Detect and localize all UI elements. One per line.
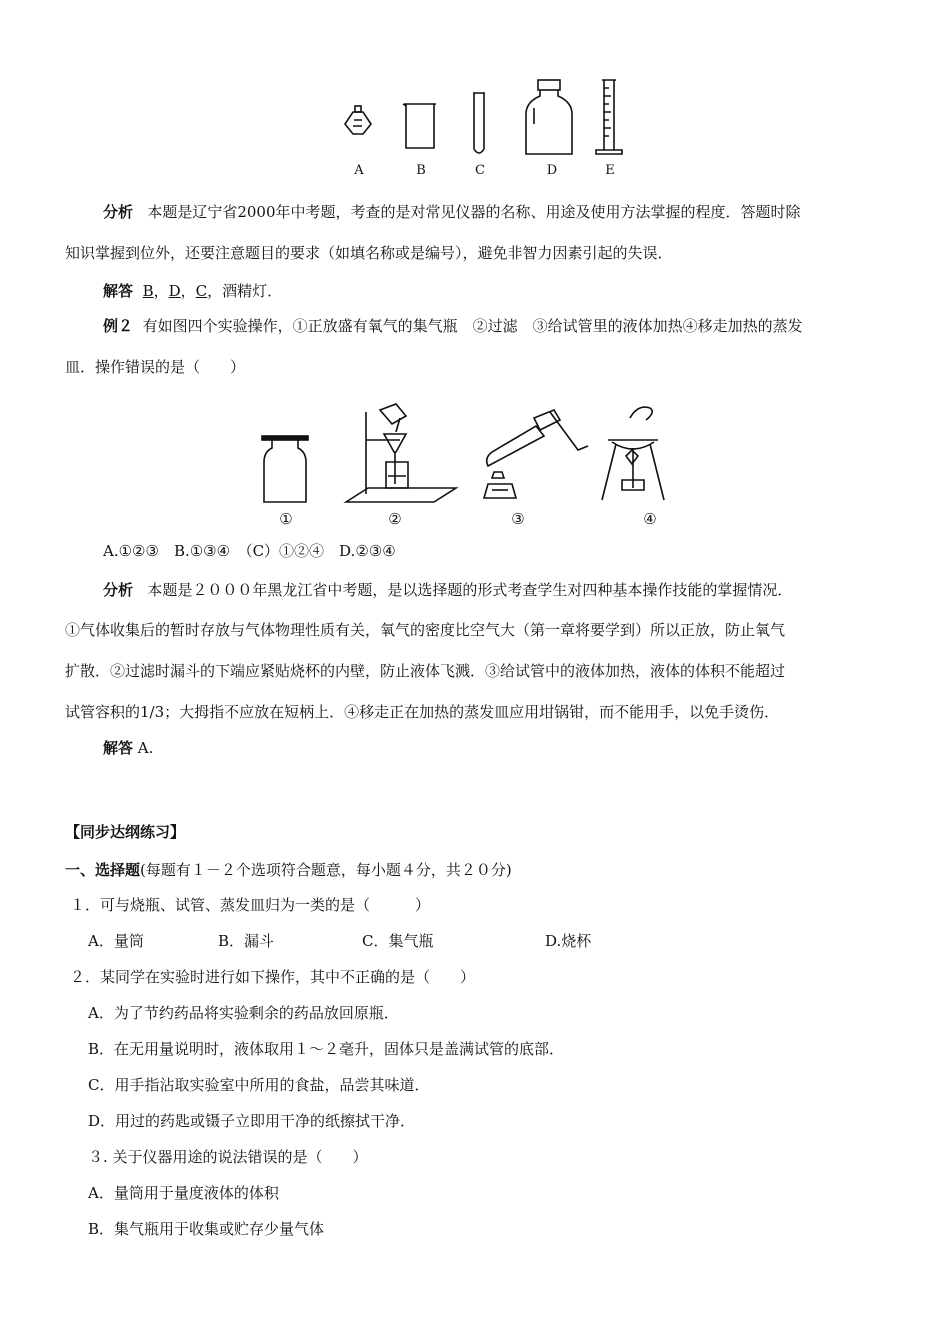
example2-options: A.①②③ B.①③④ （C）①②④ D.②③④ (103, 542, 396, 560)
example2-analysis-line2: ①气体收集后的暂时存放与气体物理性质有关，氧气的密度比空气大（第一章将要学到）所以正放，防止氧气 (65, 621, 786, 639)
label-a: A (354, 163, 364, 178)
question-1-option-d: D.烧杯 (545, 932, 592, 950)
label-e: E (605, 163, 615, 178)
label-d: D (546, 163, 558, 178)
analysis-label: 分析 (103, 203, 134, 221)
example1-analysis-line2: 知识掌握到位外，还要注意题目的要求（如填名称或是编号），避免非智力因素引起的失误． (65, 244, 673, 262)
fig-label-4: ④ (643, 510, 657, 528)
question-2-option-b: B．在无用量说明时，液体取用１～２毫升，固体只是盖满试管的底部． (88, 1040, 565, 1058)
evaporating-dish-icon (602, 407, 664, 500)
reagent-bottle-icon (526, 80, 572, 154)
filtration-icon (345, 404, 545, 502)
fig-label-2: ② (388, 510, 402, 528)
example2-question-line1: 例２ 有如图四个实验操作，①正放盛有氧气的集气瓶 ②过滤 ③给试管里的液体加热④移走加热的蒸发 (103, 317, 803, 335)
heating-test-tube-icon (484, 410, 588, 498)
question-3-stem: ３. 关于仪器用途的说法错误的是（ ） (88, 1148, 368, 1166)
answer-d: D (168, 282, 181, 300)
operations-figure (250, 390, 700, 530)
alcohol-lamp-icon (345, 106, 371, 134)
example1-analysis-line1: 分析 本题是辽宁省2000年中考题，考查的是对常见仪器的名称、用途及使用方法掌握的程度．答题时除 (103, 203, 801, 221)
answer-c: C (195, 282, 208, 300)
example2-analysis-line1: 分析 本题是２０００年黑龙江省中考题，是以选择题的形式考查学生对四种基本操作技能的掌握情况． (103, 581, 793, 599)
question-2-option-a: A．为了节约药品将实验剩余的药品放回原瓶． (88, 1004, 399, 1022)
example2-analysis-line4: 试管容积的1/3；大拇指不应放在短柄上．④移走正在加热的蒸发皿应用坩锅钳，而不能用手，以免手烫伤． (65, 703, 780, 721)
instrument-figure (330, 76, 640, 180)
section1-heading: 一、选择题(每题有１－２个选项符合题意，每小题４分，共２０分) (65, 861, 512, 879)
label-b: B (416, 163, 426, 178)
question-1-stem: １．可与烧瓶、试管、蒸发皿归为一类的是（ ） (70, 896, 431, 914)
example2-answer: 解答 A. (103, 739, 154, 757)
question-1-option-c: C．集气瓶 (362, 932, 434, 950)
label-c: C (475, 163, 485, 178)
example2-question-line2: 皿．操作错误的是（ ） (65, 358, 246, 376)
example2-label: 例２ (103, 317, 134, 335)
question-2-stem: ２．某同学在实验时进行如下操作，其中不正确的是（ ） (70, 968, 476, 986)
question-1-option-b: B．漏斗 (218, 932, 275, 950)
question-3-option-b: B．集气瓶用于收集或贮存少量气体 (88, 1220, 325, 1238)
example1-answer: 解答 B，D，C，酒精灯． (103, 282, 283, 300)
fig-label-3: ③ (511, 510, 525, 528)
example2-analysis-line3: 扩散．②过滤时漏斗的下端应紧贴烧杯的内壁，防止液体飞溅．③给试管中的液体加热，液体的体积不能超过 (65, 662, 786, 680)
practice-heading: 【同步达纲练习】 (65, 823, 186, 841)
fig-label-1: ① (279, 510, 293, 528)
question-3-option-a: A．量筒用于量度液体的体积 (88, 1184, 279, 1202)
test-tube-icon (473, 93, 485, 153)
graduated-cylinder-icon (596, 80, 622, 154)
question-1-option-a: A．量筒 (88, 932, 144, 950)
question-2-option-c: C．用手指沾取实验室中所用的食盐，品尝其味道． (88, 1076, 430, 1094)
answer-b: B (142, 282, 154, 300)
beaker-icon (403, 104, 436, 148)
gas-jar-icon (262, 436, 308, 502)
question-2-option-d: D．用过的药匙或镊子立即用干净的纸擦拭干净． (88, 1112, 416, 1130)
